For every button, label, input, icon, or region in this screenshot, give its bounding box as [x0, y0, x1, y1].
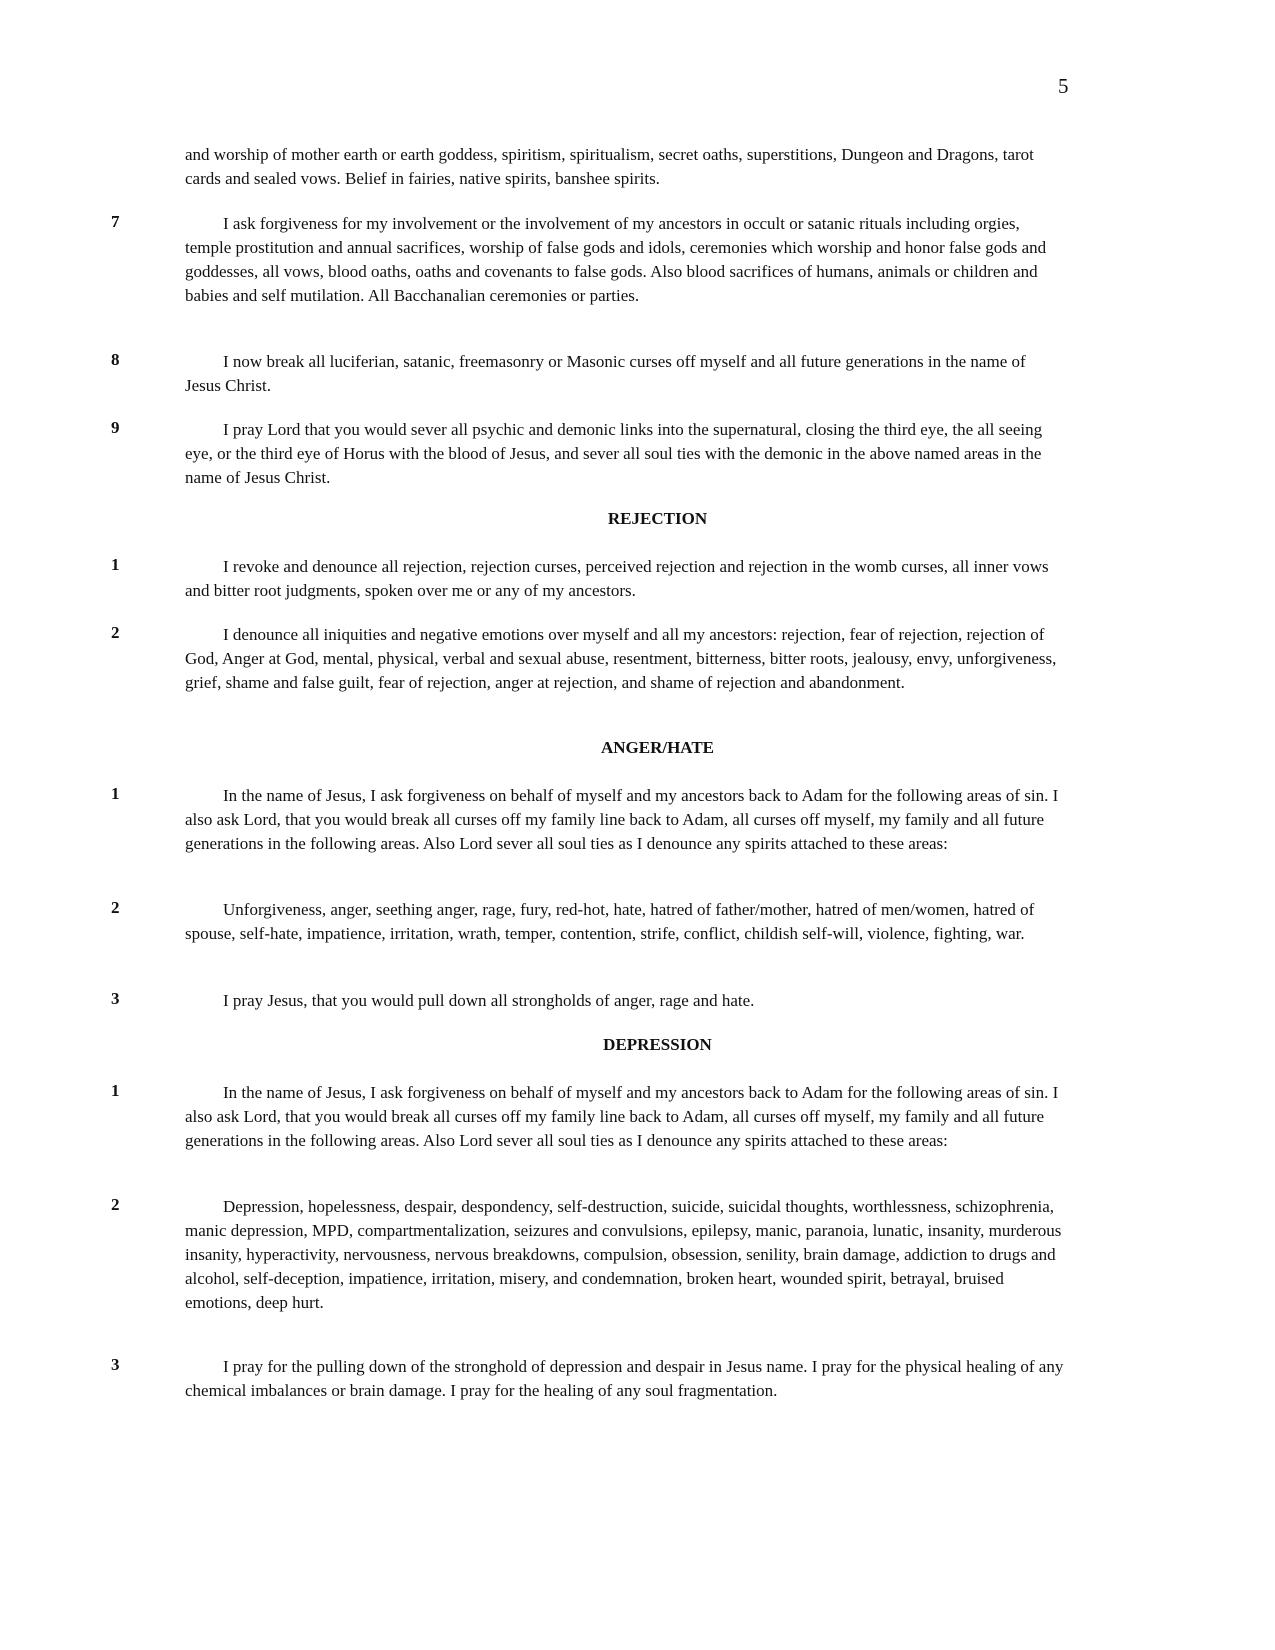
- paragraph-text: I pray Jesus, that you would pull down all strongholds of anger, rage and hate.: [223, 991, 755, 1010]
- occult-item-8: [0, 350, 1275, 398]
- depression-item-3: [0, 1355, 1275, 1403]
- paragraph-text: Depression, hopelessness, despair, despondency, self-destruction, suicide, suicidal thoughts, worthlessness, schizophrenia, manic depression, MPD, compartmentalization, seizures and convulsions, epilepsy, manic, paranoia, lunatic, insanity, murderous insanity, hyperactivity, nervousness, nervous breakdowns, compulsion, obsession, senility, brain damage, addiction to drugs and alcohol, self-deception, impatience, irritation, misery, and condemnation, broken heart, wounded spirit, betrayal, bruised emotions, deep hurt.: [185, 1197, 1062, 1312]
- depression-item-2: [0, 1195, 1275, 1315]
- paragraph-text: I denounce all iniquities and negative emotions over myself and all my ancestors: rejection, fear of rejection, rejection of God, Anger at God, mental, physical, verbal and sexual abuse, resentment, bitterness, bitter roots, jealousy, envy, unforgiveness, grief, shame and false guilt, fear of rejection, anger at rejection, and shame of rejection and abandonment.: [185, 625, 1057, 692]
- page-number: 5: [1058, 74, 1069, 98]
- rejection-item-2: [0, 623, 1275, 695]
- anger-item-2: [0, 898, 1275, 946]
- item-number: 2: [111, 898, 120, 917]
- anger-item-3: [0, 989, 1275, 1013]
- paragraph-text: I revoke and denounce all rejection, rejection curses, perceived rejection and rejection in the womb curses, all inner vows and bitter root judgments, spoken over me or any of my ancestors.: [185, 557, 1049, 600]
- anger-hate-heading: ANGER/HATE: [600, 738, 715, 757]
- item-number: 2: [111, 623, 120, 642]
- item-number: 2: [111, 1195, 120, 1214]
- item-number: 7: [111, 212, 120, 231]
- depression-item-1: [0, 1081, 1275, 1153]
- paragraph-text: In the name of Jesus, I ask forgiveness on behalf of myself and my ancestors back to Adam for the following areas of sin. I also ask Lord, that you would break all curses off my family line back to Adam, all curses off myself, my family and all future generations in the following areas. Also Lord sever all soul ties as I denounce any spirits attached to these areas:: [185, 1083, 1059, 1150]
- paragraph-text: I pray for the pulling down of the stronghold of depression and despair in Jesus name. I pray for the physical healing of any chemical imbalances or brain damage. I pray for the healing of any soul fragmentation.: [185, 1357, 1064, 1400]
- rejection-item-1: [0, 555, 1275, 603]
- intro-paragraph: [0, 143, 1275, 191]
- item-number: 3: [111, 989, 120, 1008]
- item-number: 1: [111, 555, 120, 574]
- paragraph-text: and worship of mother earth or earth goddess, spiritism, spiritualism, secret oaths, superstitions, Dungeon and Dragons, tarot cards and sealed vows. Belief in fairies, native spirits, banshee spirits.: [185, 145, 1034, 188]
- depression-heading: DEPRESSION: [603, 1035, 712, 1054]
- item-number: 1: [111, 1081, 120, 1100]
- item-number: 1: [111, 784, 120, 803]
- anger-item-1: [0, 784, 1275, 856]
- item-number: 3: [111, 1355, 120, 1374]
- paragraph-text: I now break all luciferian, satanic, freemasonry or Masonic curses off myself and all future generations in the name of Jesus Christ.: [185, 352, 1026, 395]
- paragraph-text: In the name of Jesus, I ask forgiveness on behalf of myself and my ancestors back to Adam for the following areas of sin. I also ask Lord, that you would break all curses off my family line back to Adam, all curses off myself, my family and all future generations in the following areas. Also Lord sever all soul ties as I denounce any spirits attached to these areas:: [185, 786, 1059, 853]
- item-number: 8: [111, 350, 120, 369]
- item-number: 9: [111, 418, 120, 437]
- paragraph-text: I ask forgiveness for my involvement or the involvement of my ancestors in occult or satanic rituals including orgies, temple prostitution and annual sacrifices, worship of false gods and idols, ceremonies which worship and honor false gods and goddesses, all vows, blood oaths, oaths and covenants to false gods. Also blood sacrifices of humans, animals or children and babies and self mutilation. All Bacchanalian ceremonies or parties.: [185, 214, 1047, 305]
- paragraph-text: I pray Lord that you would sever all psychic and demonic links into the supernatural, closing the third eye, the all seeing eye, or the third eye of Horus with the blood of Jesus, and sever all soul ties with the demonic in the above named areas in the name of Jesus Christ.: [185, 420, 1043, 487]
- occult-item-7: [0, 212, 1275, 308]
- paragraph-text: Unforgiveness, anger, seething anger, rage, fury, red-hot, hate, hatred of father/mother, hatred of men/women, hatred of spouse, self-hate, impatience, irritation, wrath, temper, contention, strife, conflict, childish self-will, violence, fighting, war.: [185, 900, 1035, 943]
- occult-item-9: [0, 418, 1275, 490]
- rejection-heading: REJECTION: [607, 509, 708, 528]
